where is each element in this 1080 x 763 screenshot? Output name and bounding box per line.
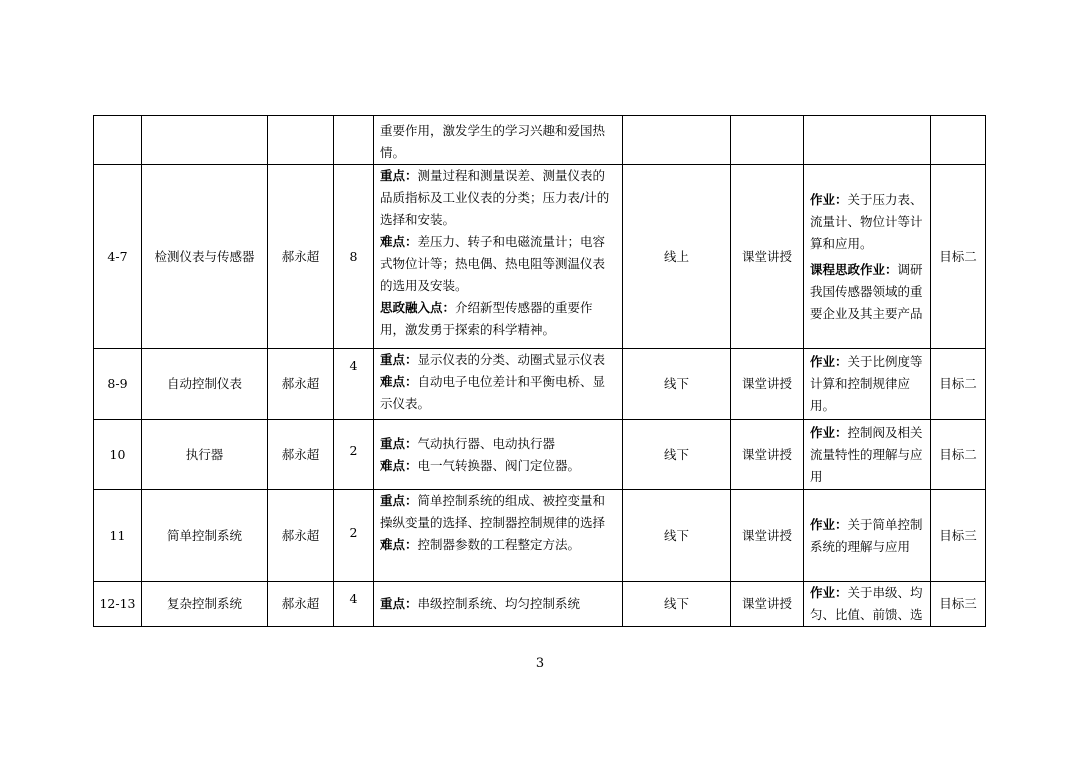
ideology-point [380, 297, 616, 341]
difficulty-label: 难点： [380, 457, 418, 473]
teacher-cell: 郝永超 [268, 490, 334, 582]
key-text: 气动执行器、电动执行器 [417, 435, 556, 451]
homework-label: 作业： [810, 424, 848, 440]
teacher-cell: 郝永超 [268, 420, 334, 490]
hours-cell [334, 582, 374, 627]
ideology-homework-text: 调研我国传感器领域的重要企业及其主要产品 [810, 261, 923, 321]
difficulty-point [380, 231, 616, 297]
homework-text: 控制阀及相关流量特性的理解与应用 [810, 424, 923, 484]
hours-value: 2 [349, 443, 358, 458]
homework [810, 189, 924, 255]
week-cell: 8-9 [94, 349, 142, 420]
content-cell [374, 582, 623, 627]
teacher-cell [268, 116, 334, 165]
content-cell [374, 116, 623, 165]
method-cell: 课堂讲授 [731, 165, 804, 349]
teacher-cell: 郝永超 [268, 349, 334, 420]
difficulty-point [380, 371, 616, 415]
key-label: 重点： [380, 493, 418, 508]
difficulty-label: 难点： [380, 537, 418, 552]
homework-cell [804, 116, 931, 165]
key-text: 简单控制系统的组成、被控变量和操纵变量的选择、控制器控制规律的选择 [380, 493, 606, 530]
homework-cell [804, 349, 931, 420]
week-cell: 4-7 [94, 165, 142, 349]
goal-cell: 目标二 [931, 165, 986, 349]
difficulty-point [380, 455, 616, 477]
key-text: 测量过程和测量误差、测量仪表的品质指标及工业仪表的分类；压力表/计的选择和安装。 [380, 168, 610, 227]
homework-text: 关于简单控制系统的理解与应用 [810, 516, 923, 554]
content-cell [374, 165, 623, 349]
homework-cell [804, 165, 931, 349]
homework-text: 关于串级、均匀、比值、前馈、选 [810, 585, 923, 622]
hours-cell [334, 420, 374, 490]
mode-cell: 线上 [623, 165, 731, 349]
hours-value: 4 [349, 358, 358, 373]
key-text: 串级控制系统、均匀控制系统 [417, 596, 581, 611]
key-label: 重点： [380, 596, 418, 611]
goal-cell: 目标二 [931, 349, 986, 420]
hours-cell [334, 490, 374, 582]
homework-cell [804, 420, 931, 490]
homework-label: 作业： [810, 354, 848, 369]
content-cell [374, 420, 623, 490]
method-cell [731, 116, 804, 165]
key-point [380, 593, 616, 615]
table-row [94, 165, 986, 349]
mode-cell [623, 116, 731, 165]
goal-cell [931, 116, 986, 165]
content-text: 重要作用，激发学生的学习兴趣和爱国热情。 [380, 123, 606, 160]
table-row [94, 490, 986, 582]
week-cell: 12-13 [94, 582, 142, 627]
chapter-cell: 执行器 [142, 420, 268, 490]
week-cell: 10 [94, 420, 142, 490]
hours-cell: 8 [334, 165, 374, 349]
ideology-homework [810, 259, 924, 325]
week-cell: 11 [94, 490, 142, 582]
syllabus-table [93, 115, 986, 627]
difficulty-label: 难点： [380, 234, 418, 249]
difficulty-point [380, 534, 616, 556]
key-point [380, 349, 616, 371]
hours-value: 4 [349, 591, 358, 606]
mode-cell: 线下 [623, 582, 731, 627]
difficulty-label: 难点： [380, 374, 418, 389]
mode-cell: 线下 [623, 420, 731, 490]
key-point [380, 165, 616, 231]
key-point [380, 490, 616, 534]
key-label: 重点： [380, 435, 418, 451]
goal-cell: 目标三 [931, 490, 986, 582]
method-cell: 课堂讲授 [731, 490, 804, 582]
table-row [94, 582, 986, 627]
ideology-label: 思政融入点： [380, 300, 456, 315]
difficulty-text: 自动电子电位差计和平衡电桥、显示仪表。 [380, 374, 606, 411]
table-row [94, 116, 986, 165]
chapter-cell: 自动控制仪表 [142, 349, 268, 420]
chapter-cell: 检测仪表与传感器 [142, 165, 268, 349]
chapter-cell [142, 116, 268, 165]
ideology-text: 介绍新型传感器的重要作用，激发勇于探索的科学精神。 [380, 300, 593, 337]
chapter-cell: 复杂控制系统 [142, 582, 268, 627]
key-text: 显示仪表的分类、动圈式显示仪表 [417, 352, 606, 367]
mode-cell: 线下 [623, 490, 731, 582]
hours-cell [334, 349, 374, 420]
difficulty-text: 控制器参数的工程整定方法。 [417, 537, 581, 552]
content-cell [374, 349, 623, 420]
difficulty-text: 电一气转换器、阀门定位器。 [417, 457, 581, 473]
homework-text: 关于压力表、流量计、物位计等计算和应用。 [810, 191, 923, 251]
homework-label: 作业： [810, 516, 848, 532]
method-cell: 课堂讲授 [731, 420, 804, 490]
goal-cell: 目标二 [931, 420, 986, 490]
goal-cell: 目标三 [931, 582, 986, 627]
teacher-cell: 郝永超 [268, 582, 334, 627]
table-row [94, 349, 986, 420]
page-number: 3 [535, 656, 545, 671]
key-label: 重点： [380, 352, 418, 367]
method-cell: 课堂讲授 [731, 349, 804, 420]
chapter-cell: 简单控制系统 [142, 490, 268, 582]
key-point [380, 433, 616, 455]
homework-label: 作业： [810, 585, 848, 600]
table-row [94, 420, 986, 490]
homework-label: 作业： [810, 191, 848, 207]
content-cell [374, 490, 623, 582]
teacher-cell: 郝永超 [268, 165, 334, 349]
mode-cell: 线下 [623, 349, 731, 420]
hours-cell [334, 116, 374, 165]
difficulty-text: 差压力、转子和电磁流量计；电容式物位计等；热电偶、热电阻等测温仪表的选用及安装。 [380, 234, 606, 293]
method-cell: 课堂讲授 [731, 582, 804, 627]
key-label: 重点： [380, 168, 418, 183]
homework-cell [804, 582, 931, 627]
homework-text: 关于比例度等计算和控制规律应用。 [810, 354, 923, 413]
week-cell [94, 116, 142, 165]
hours-value: 2 [349, 525, 358, 540]
ideology-homework-label: 课程思政作业： [810, 261, 898, 277]
homework-cell [804, 490, 931, 582]
